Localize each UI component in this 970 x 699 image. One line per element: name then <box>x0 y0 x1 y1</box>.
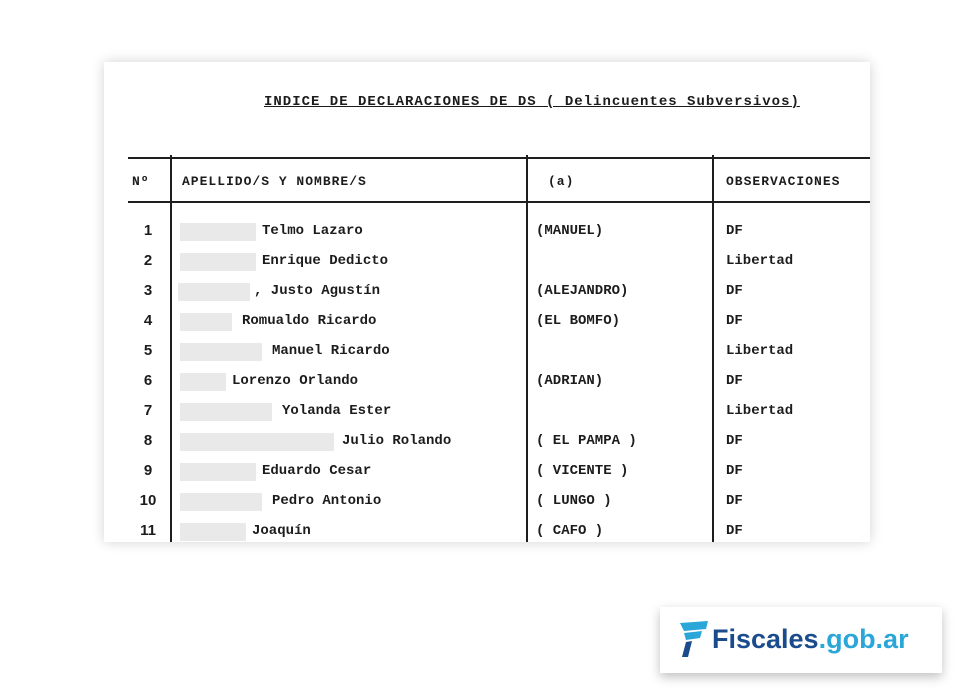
table-row <box>104 402 870 432</box>
row-observation: DF <box>726 283 743 299</box>
logo-wordmark-main: Fiscales <box>712 624 819 654</box>
row-name: Joaquín <box>252 523 311 539</box>
header-top-rule <box>128 157 870 159</box>
row-number: 9 <box>143 462 153 479</box>
table-row <box>104 342 870 372</box>
row-number: 2 <box>143 252 153 269</box>
row-name: Pedro Antonio <box>272 493 382 509</box>
row-alias: ( EL PAMPA ) <box>536 433 637 449</box>
redaction-box <box>180 433 334 451</box>
row-observation: DF <box>726 433 743 449</box>
table-row <box>104 522 870 542</box>
scanned-document <box>104 62 870 542</box>
logo-wordmark <box>712 623 909 655</box>
table-row <box>104 432 870 462</box>
row-number: 1 <box>143 222 153 239</box>
column-header-name: APELLIDO/S Y NOMBRE/S <box>182 174 367 189</box>
table-row <box>104 372 870 402</box>
row-observation: DF <box>726 523 743 539</box>
row-name: Enrique Dedicto <box>262 253 389 269</box>
row-number: 4 <box>143 312 153 329</box>
row-name: Lorenzo Orlando <box>232 373 359 389</box>
document-title: INDICE DE DECLARACIONES DE DS ( Delincuentes Subversivos) <box>264 94 800 110</box>
row-number: 11 <box>140 522 156 539</box>
fiscales-logo[interactable] <box>660 607 942 673</box>
logo-wordmark-extension: .gob.ar <box>818 624 909 654</box>
row-observation: DF <box>726 373 743 389</box>
redaction-box <box>180 373 226 391</box>
redaction-box <box>180 523 246 541</box>
table-row <box>104 282 870 312</box>
redaction-box <box>180 343 262 361</box>
row-number: 7 <box>143 402 153 419</box>
table-row <box>104 252 870 282</box>
row-alias: ( VICENTE ) <box>536 463 629 479</box>
row-alias: (EL BOMFO) <box>536 313 621 329</box>
table-row <box>104 462 870 492</box>
redaction-box <box>180 463 256 481</box>
redaction-box <box>180 403 272 421</box>
fiscales-flag-icon <box>676 619 710 661</box>
row-name: Romualdo Ricardo <box>242 313 377 329</box>
redaction-box <box>180 223 256 241</box>
row-name: Julio Rolando <box>342 433 452 449</box>
row-observation: Libertad <box>726 253 794 269</box>
row-number: 10 <box>139 492 157 509</box>
row-observation: Libertad <box>726 403 794 419</box>
row-number: 3 <box>143 282 153 299</box>
row-name: Telmo Lazaro <box>262 223 363 239</box>
row-name: Yolanda Ester <box>282 403 392 419</box>
redaction-box <box>180 493 262 511</box>
column-header-alias: (a) <box>548 174 575 189</box>
row-alias: (MANUEL) <box>536 223 604 239</box>
row-alias: ( CAFO ) <box>536 523 604 539</box>
redaction-box <box>180 313 232 331</box>
row-alias: (ADRIAN) <box>536 373 604 389</box>
row-name: Eduardo Cesar <box>262 463 372 479</box>
row-number: 8 <box>143 432 153 449</box>
table-row <box>104 312 870 342</box>
row-observation: DF <box>726 223 743 239</box>
row-name: Manuel Ricardo <box>272 343 390 359</box>
row-observation: DF <box>726 463 743 479</box>
column-header-observations: OBSERVACIONES <box>726 174 841 189</box>
redaction-box <box>178 283 250 301</box>
row-alias: (ALEJANDRO) <box>536 283 629 299</box>
row-number: 6 <box>143 372 153 389</box>
column-header-number: Nº <box>132 174 150 189</box>
row-number: 5 <box>143 342 153 359</box>
row-observation: DF <box>726 313 743 329</box>
table-row <box>104 222 870 252</box>
row-alias: ( LUNGO ) <box>536 493 612 509</box>
row-observation: DF <box>726 493 743 509</box>
redaction-box <box>180 253 256 271</box>
header-bottom-rule <box>128 201 870 203</box>
row-observation: Libertad <box>726 343 794 359</box>
table-row <box>104 492 870 522</box>
row-name: , Justo Agustín <box>254 283 381 299</box>
